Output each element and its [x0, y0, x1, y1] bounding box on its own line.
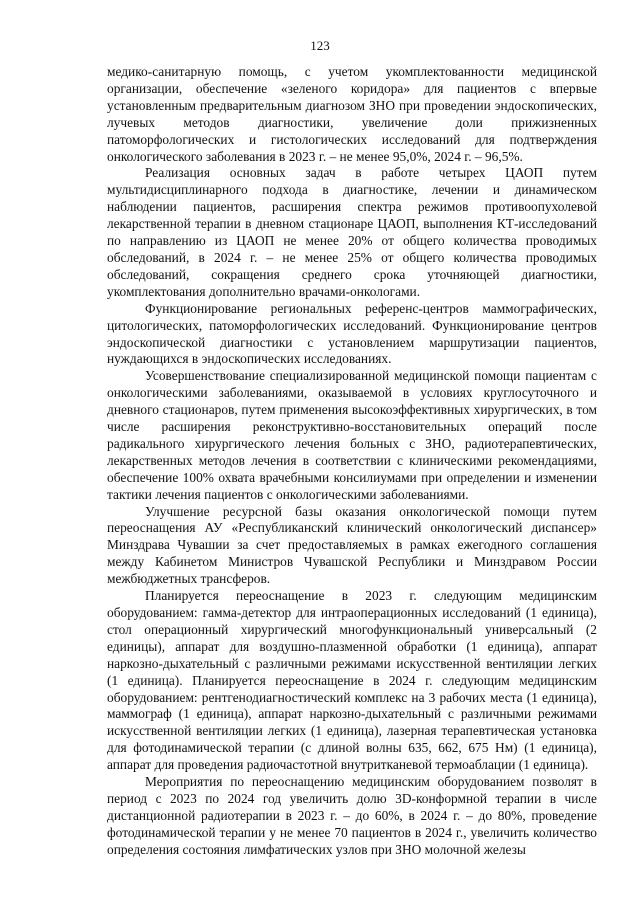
paragraph-continuation: медико-санитарную помощь, с учетом укомплектованности медицинской организации, обеспечение «зеленого коридора» для пациентов с впервые установленным предварительным диагнозом ЗНО при проведении эндоскопических, лучевых методов диагностики, увеличение доли прижизненных патоморфологических и гистологических исследований для подтверждения онкологического заболевания в 2023 г. – не менее 95,0%, 2024 г. – 96,5%. — [107, 64, 597, 164]
document-body — [107, 64, 597, 859]
paragraph-resource-base: Улучшение ресурсной базы оказания онкологической помощи путем переоснащения АУ «Республиканский клинический онкологический диспансер» Минздрава Чувашии за счет предоставляемых в рамках ежегодного соглашения между Кабинетом Министров Чувашской Республики и Минздравом России межбюджетных трансферов. — [107, 503, 597, 587]
paragraph-tsaop: Реализация основных задач в работе четырех ЦАОП путем мультидисциплинарного подхода в диагностике, лечении и динамическом наблюдении пациентов, расширения спектра режимов противоопухолевой лекарственной терапии в дневном стационаре ЦАОП, выполнения КТ-исследований по направлению из ЦАОП не менее 20% от общего количества проводимых обследований, в 2024 г. – не менее 25% от общего количества проводимых обследований, сокращения среднего срока уточняющей диагностики, укомплектования дополнительно врачами-онкологами. — [107, 165, 597, 299]
paragraph-reference-centers: Функционирование региональных референс-центров маммографических, цитологических, патоморфологических исследований. Функционирование центров эндоскопической диагностики с установлением маршрутизации пациентов, нуждающихся в эндоскопических исследованиях. — [107, 300, 597, 367]
page-number: 123 — [310, 38, 330, 53]
paragraph-equipment-plan: Планируется переоснащение в 2023 г. следующим медицинским оборудованием: гамма-детектор для интраоперационных исследований (1 единица), стол операционный хирургический многофункциональный универсальный (2 единицы), аппарат для воздушно-плазменной обработки (1 единица), аппарат наркозно-дыхательный с различными режимами искусственной вентиляции легких (1 единица). Планируется переоснащение в 2024 г. следующим медицинским оборудованием: рентгенодиагностический комплекс на 3 рабочих места (1 единица), маммограф (1 единица), аппарат наркозно-дыхательный с различными режимами искусственной вентиляции легких (1 единица), лазерная терапевтическая установка для фотодинамической терапии (с длиной волны 635, 662, 675 Нм) (1 единица), аппарат для проведения радиочастотной внутритканевой термоаблации (1 единица). — [107, 588, 597, 773]
paragraph-equipment-outcomes: Мероприятия по переоснащению медицинским оборудованием позволят в период с 2023 по 2024 год увеличить долю 3D-конформной терапии в числе дистанционной радиотерапии в 2023 г. – до 60%, в 2024 г. – до 80%, проведение фотодинамической терапии у не менее 70 пациентов в 2024 г., увеличить количество определения состояния лимфатических узлов при ЗНО молочной железы — [107, 774, 597, 857]
paragraph-specialized-care: Усовершенствование специализированной медицинской помощи пациентам с онкологическими заболеваниями, оказываемой в условиях круглосуточного и дневного стационаров, путем применения высокоэффективных хирургических, в том числе расширения реконструктивно-восстановительных операций после радикального хирургического лечения больных с ЗНО, радиотерапевтических, лекарственных методов лечения в соответствии с клиническими рекомендациями, обеспечение 100% охвата врачебными консилиумами при определении и изменении тактики лечения пациентов с онкологическими заболеваниями. — [107, 368, 597, 502]
